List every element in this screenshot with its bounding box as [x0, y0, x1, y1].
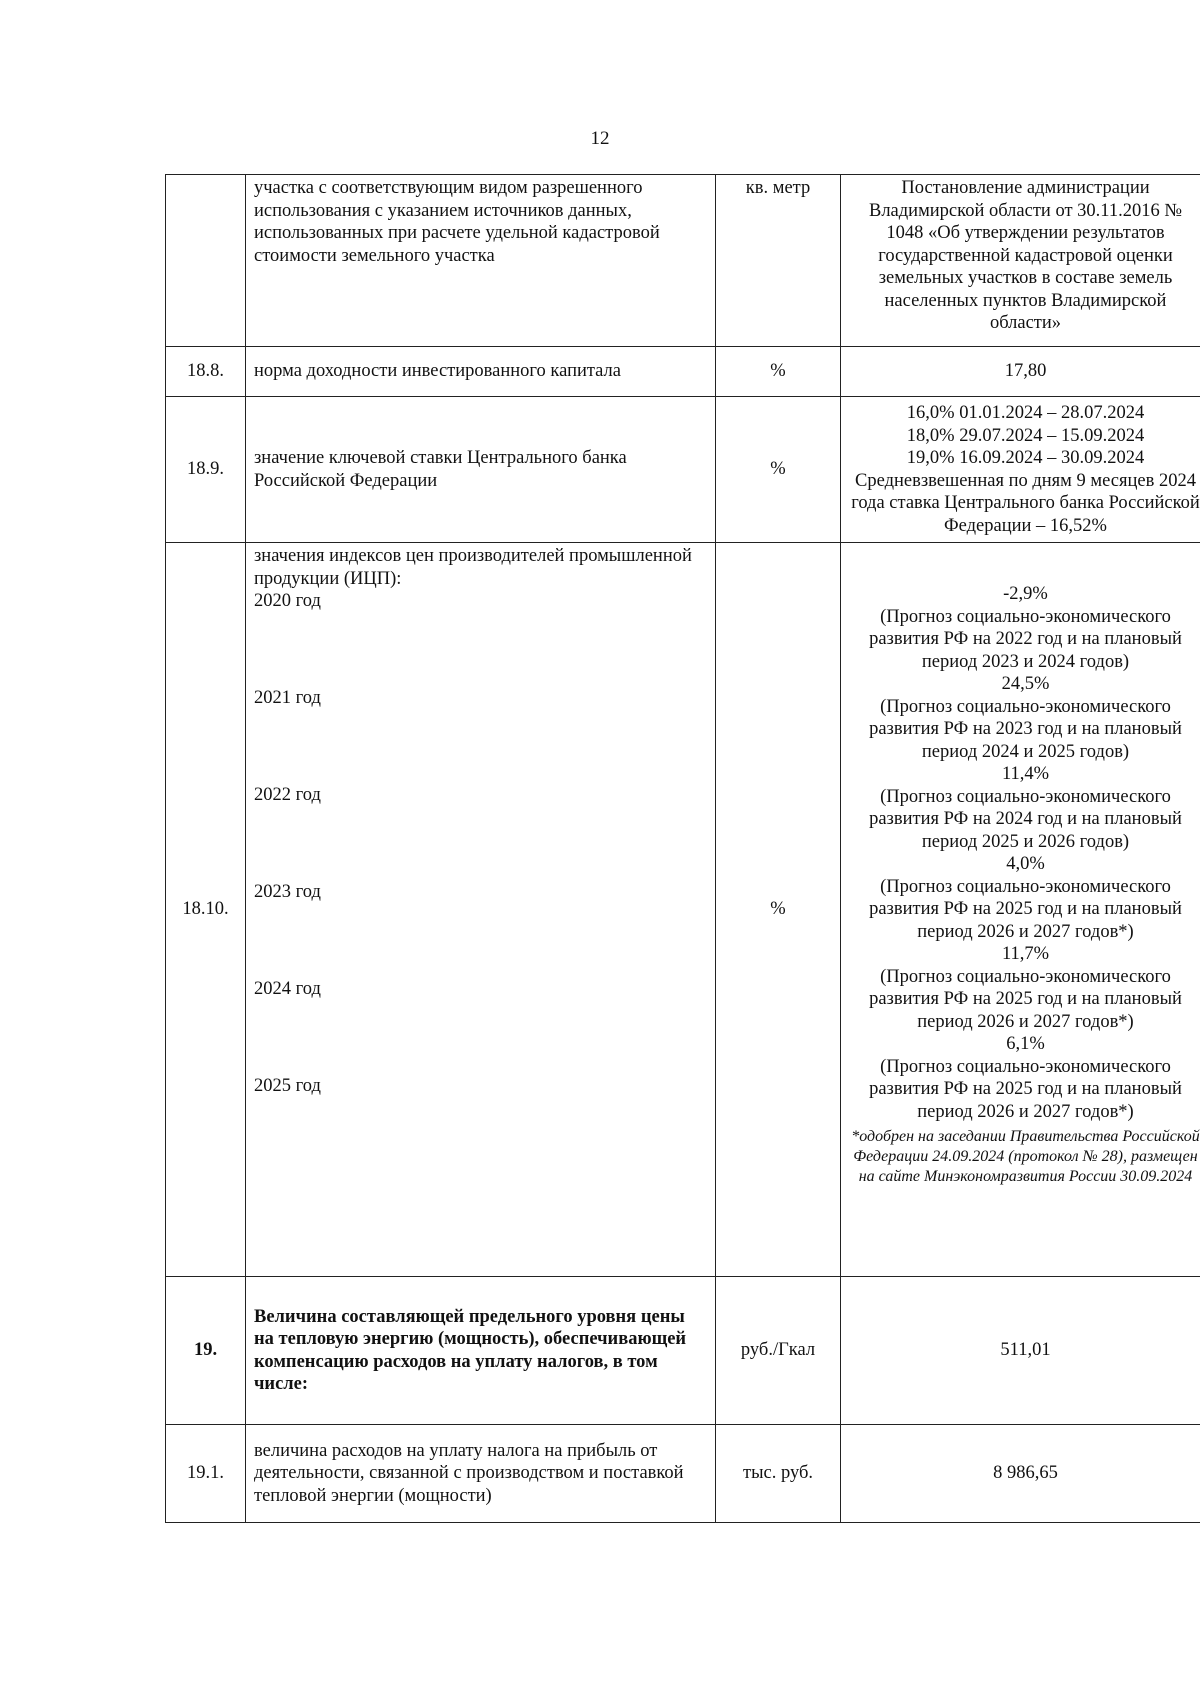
row-description: величина расходов на уплату налога на прибыль от деятельности, связанной с производством и поставкой тепловой энергии (мощности)	[246, 1425, 716, 1523]
index-source: (Прогноз социально-экономического развития РФ на 2023 год и на плановый период 2024 и 2025 годов)	[869, 696, 1182, 762]
index-source: (Прогноз социально-экономического развития РФ на 2022 год и на плановый период 2023 и 2024 годов)	[869, 606, 1182, 672]
row-description: норма доходности инвестированного капитала	[246, 347, 716, 397]
row-number: 18.8.	[166, 347, 246, 397]
row-description: участка с соответствующим видом разрешенного использования с указанием источников данных, использованных при расчете удельной кадастровой стоимости земельного участка	[246, 175, 716, 347]
row-description: значение ключевой ставки Центрального банка Российской Федерации	[246, 397, 716, 543]
index-value: -2,9%	[1003, 584, 1048, 604]
row-value: Постановление администрации Владимирской области от 30.11.2016 № 1048 «Об утверждении результатов государственной кадастровой оценки земельных участков в составе земель населенных пунктов Владимирской области»	[841, 175, 1200, 347]
row-description: Величина составляющей предельного уровня цены на тепловую энергию (мощность), обеспечивающей компенсацию расходов на уплату налогов, в том числе:	[246, 1277, 716, 1425]
tariff-table	[165, 174, 1200, 1523]
index-source: (Прогноз социально-экономического развития РФ на 2024 год и на плановый период 2025 и 2026 годов)	[869, 786, 1182, 852]
year-label: 2023 год	[254, 882, 321, 902]
table-row	[166, 1425, 1200, 1523]
row-value	[841, 543, 1200, 1277]
year-label: 2025 год	[254, 1076, 321, 1096]
row-unit: тыс. руб.	[716, 1425, 841, 1523]
index-value: 11,7%	[1001, 944, 1050, 964]
row-value: 17,80	[841, 347, 1200, 397]
index-heading: значения индексов цен производителей промышленной продукции (ИЦП):	[254, 546, 692, 589]
row-unit: %	[716, 347, 841, 397]
rate-line: 18,0% 29.07.2024 – 15.09.2024	[906, 425, 1145, 446]
rate-line: 16,0% 01.01.2024 – 28.07.2024	[906, 403, 1145, 423]
rate-line: Средневзвешенная по дням 9 месяцев 2024 года ставка Центрального банка Российской Федерации – 16,52%	[851, 470, 1200, 536]
footnote: *одобрен на заседании Правительства Российской Федерации 24.09.2024 (протокол № 28), размещен на сайте Минэкономразвития России 30.09.2024	[851, 1128, 1200, 1185]
table-row	[166, 347, 1200, 397]
row-value: 511,01	[841, 1277, 1200, 1425]
index-source: (Прогноз социально-экономического развития РФ на 2025 год и на плановый период 2026 и 2027 годов*)	[869, 1056, 1182, 1122]
row-number	[166, 175, 246, 347]
table-row	[166, 397, 1200, 543]
index-value: 6,1%	[1006, 1034, 1045, 1054]
year-label: 2022 год	[254, 785, 321, 805]
row-description	[246, 543, 716, 1277]
row-unit: %	[716, 397, 841, 543]
row-unit: руб./Гкал	[716, 1277, 841, 1425]
index-value: 4,0%	[1006, 854, 1045, 874]
page-number: 12	[590, 128, 610, 149]
table-row	[166, 1277, 1200, 1425]
row-unit: %	[716, 543, 841, 1277]
row-value: 8 986,65	[841, 1425, 1200, 1523]
rate-line: 19,0% 16.09.2024 – 30.09.2024	[906, 448, 1145, 468]
row-number: 19.	[166, 1277, 246, 1425]
row-unit: кв. метр	[716, 175, 841, 347]
table-row	[166, 175, 1200, 347]
row-number: 18.9.	[166, 397, 246, 543]
table-row	[166, 543, 1200, 1277]
index-source: (Прогноз социально-экономического развития РФ на 2025 год и на плановый период 2026 и 2027 годов*)	[869, 966, 1182, 1032]
index-value: 24,5%	[1001, 674, 1050, 694]
index-value: 11,4%	[1001, 764, 1050, 784]
row-value	[841, 397, 1200, 543]
index-source: (Прогноз социально-экономического развития РФ на 2025 год и на плановый период 2026 и 2027 годов*)	[869, 876, 1182, 942]
year-label: 2021 год	[254, 688, 321, 708]
year-label: 2024 год	[254, 979, 321, 999]
year-label: 2020 год	[254, 591, 321, 611]
row-number: 19.1.	[166, 1425, 246, 1523]
row-number: 18.10.	[166, 543, 246, 1277]
